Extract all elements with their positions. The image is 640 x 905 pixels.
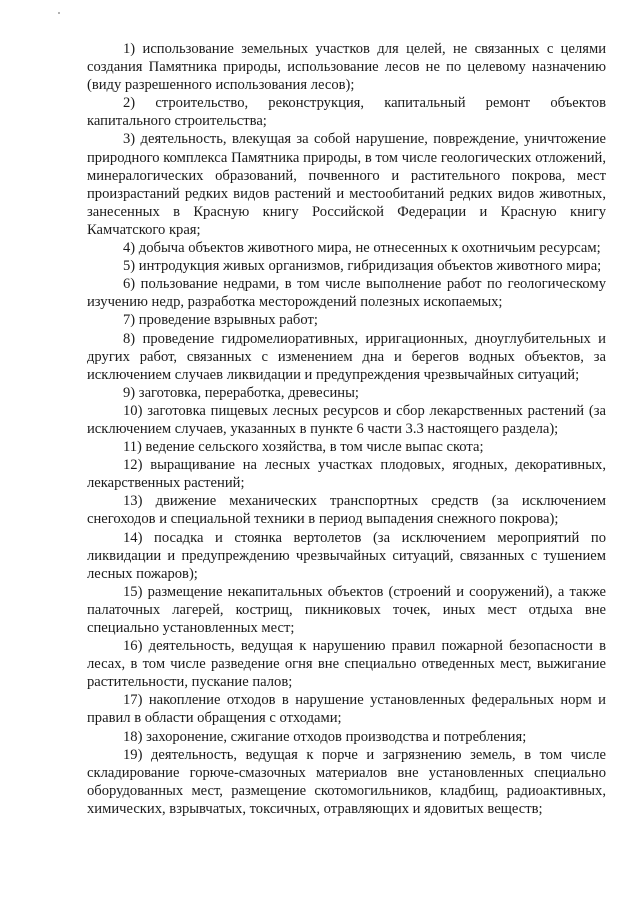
list-item: 12) выращивание на лесных участках плодовых, ягодных, декоративных, лекарственных растений; (87, 457, 606, 492)
document-body (87, 40, 606, 818)
list-item: 14) посадка и стоянка вертолетов (за исключением мероприятий по ликвидации и предупреждению чрезвычайных ситуаций, связанных с тушением лесных пожаров); (87, 529, 606, 582)
list-item: 7) проведение взрывных работ; (123, 312, 318, 329)
list-item: 11) ведение сельского хозяйства, в том числе выпас скота; (123, 439, 484, 456)
list-item: 10) заготовка пищевых лесных ресурсов и сбор лекарственных растений (за исключением случаев, указанных в пункте 6 части 3.3 настоящего раздела); (87, 402, 606, 437)
list-item: 19) деятельность, ведущая к порче и загрязнению земель, в том числе складирование горюче-смазочных материалов вне установленных специально оборудованных мест, размещение скотомогильников, кладбищ, радиоактивных, химических, взрывчатых, токсичных, отравляющих и ядовитых веществ; (87, 746, 606, 817)
scan-speck (58, 12, 60, 14)
list-item: 6) пользование недрами, в том числе выполнение работ по геологическому изучению недр, разработка месторождений полезных ископаемых; (87, 276, 606, 311)
list-item: 18) захоронение, сжигание отходов производства и потребления; (123, 728, 527, 745)
list-item: 8) проведение гидромелиоративных, ирригационных, дноуглубительных и других работ, связанных с изменением дна и берегов водных объектов, за исключением случаев ликвидации и предупреждения чрезвычайных ситуаций; (87, 330, 606, 383)
list-item: 5) интродукция живых организмов, гибридизация объектов животного мира; (123, 258, 602, 275)
list-item: 3) деятельность, влекущая за собой нарушение, повреждение, уничтожение природного комплекса Памятника природы, в том числе геологических отложений, минералогических образований, почвенного и растительного покрова, мест произрастаний редких видов растений и местообитаний редких видов животных, занесенных в Красную книгу Российской Федерации и Красную книгу Камчатского края; (87, 131, 606, 238)
list-item: 2) строительство, реконструкция, капитальный ремонт объектов капитального строительства; (87, 95, 606, 130)
list-item: 9) заготовка, переработка, древесины; (123, 384, 359, 401)
list-item: 4) добыча объектов животного мира, не отнесенных к охотничьим ресурсам; (123, 240, 601, 257)
list-item: 16) деятельность, ведущая к нарушению правил пожарной безопасности в лесах, в том числе разведение огня вне специально отведенных мест, выжигание растительности, пускание палов; (87, 638, 606, 691)
list-item: 13) движение механических транспортных средств (за исключением снегоходов и специальной техники в период выпадения снежного покрова); (87, 493, 606, 528)
list-item: 1) использование земельных участков для целей, не связанных с целями создания Памятника природы, использование лесов не по целевому назначению (виду разрешенного использования лесов); (87, 41, 606, 94)
list-item: 17) накопление отходов в нарушение установленных федеральных норм и правил в области обращения с отходами; (87, 692, 606, 727)
list-item: 15) размещение некапитальных объектов (строений и сооружений), а также палаточных лагерей, кострищ, пикниковых точек, иных мест отдыха вне специально установленных мест; (87, 583, 606, 636)
